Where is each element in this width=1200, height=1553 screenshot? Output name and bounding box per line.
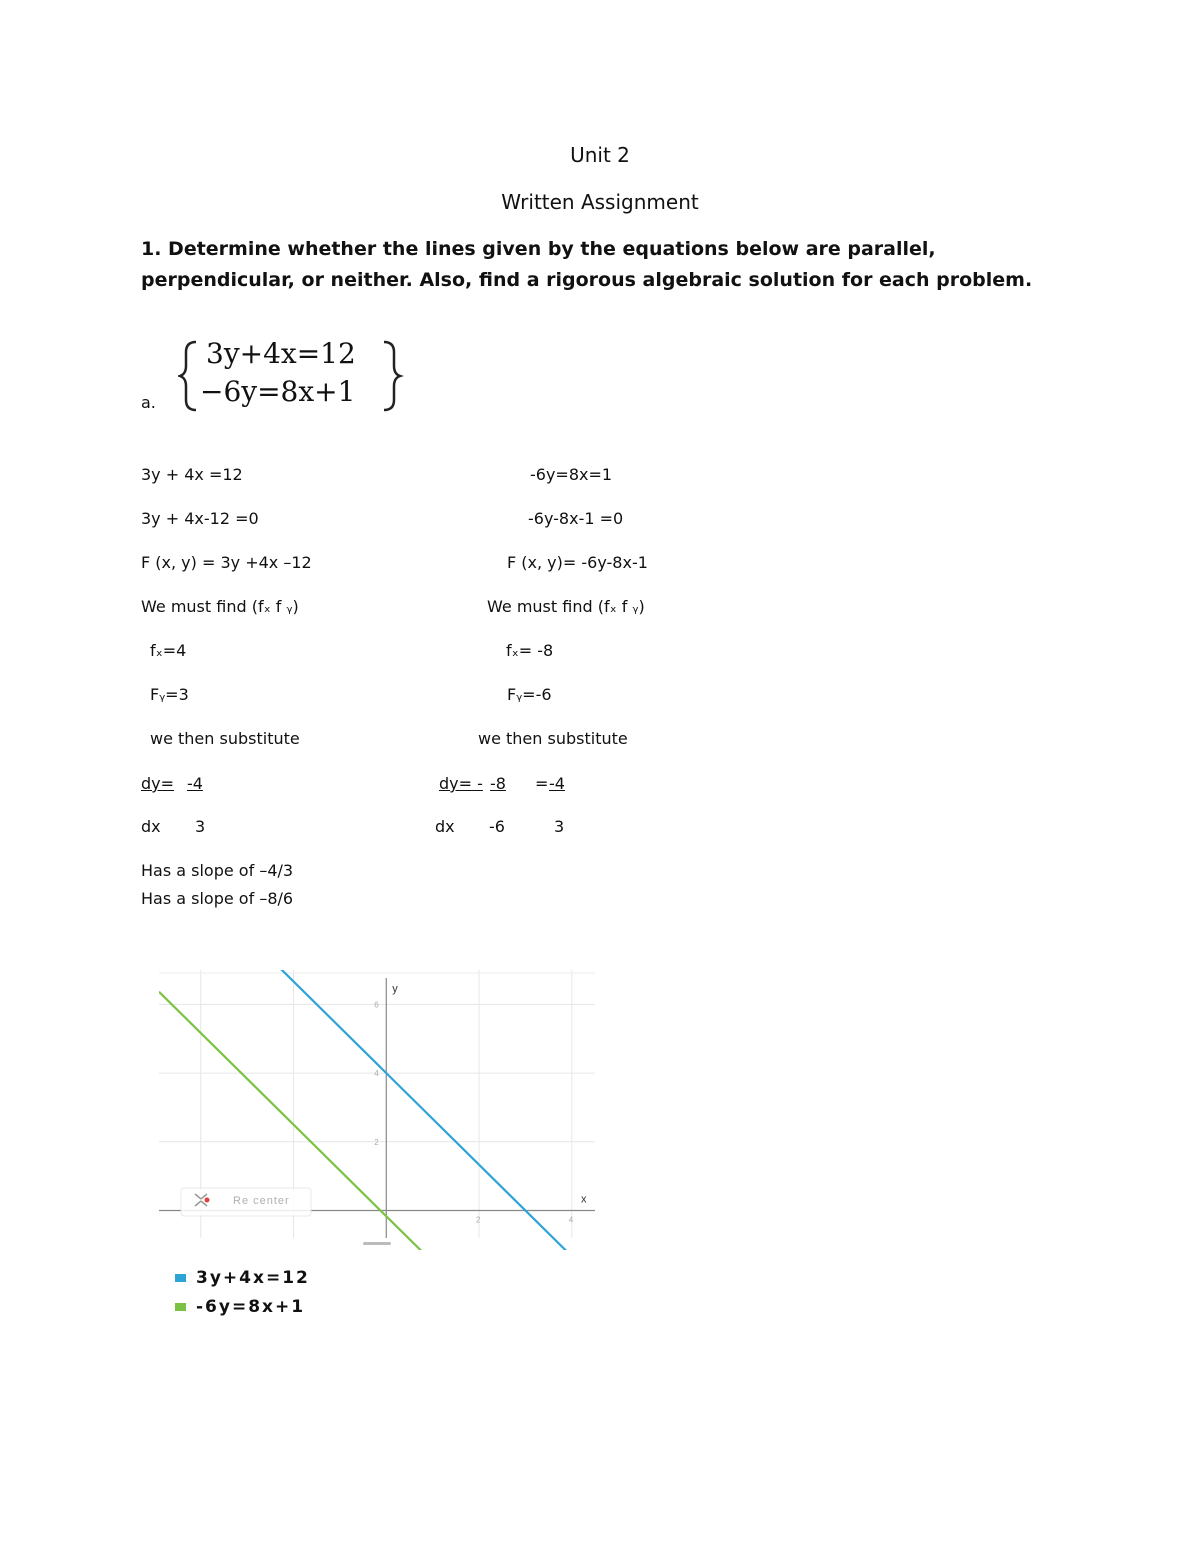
drag-handle[interactable] — [363, 1242, 391, 1245]
left-dy-value: -4 — [187, 774, 203, 793]
slope-line-2: Has a slope of –8/6 — [141, 889, 294, 908]
recenter-control[interactable] — [181, 1188, 311, 1216]
left-line-7: we then substitute — [150, 729, 300, 748]
line-graph — [159, 970, 595, 1250]
y-tick-label: 2 — [374, 1137, 379, 1147]
right-dx-value: -6 — [489, 817, 505, 836]
left-line-3: F (x, y) = 3y +4x –12 — [141, 553, 312, 572]
right-dy-result: -4 — [549, 774, 565, 793]
y-axis-label: y — [392, 983, 398, 995]
x-tick-label: 2 — [476, 1215, 481, 1225]
right-dy-value: -8 — [490, 774, 506, 793]
right-line-6: Fᵧ=-6 — [507, 685, 552, 704]
legend — [175, 1268, 310, 1317]
system-eq1: 3y+4x=12 — [206, 337, 356, 370]
right-line-2: -6y-8x-1 =0 — [528, 509, 624, 528]
right-dx-result: 3 — [554, 817, 565, 836]
right-equals: = — [535, 774, 549, 793]
left-line-1: 3y + 4x =12 — [141, 465, 243, 484]
x-axis-label: x — [581, 1193, 587, 1206]
right-line-7: we then substitute — [478, 729, 628, 748]
question-text: 1. Determine whether the lines given by the equations below are parallel, perpendicular, or neither. Also, find a rigorous algebraic solution for each problem. — [141, 238, 1033, 291]
right-line-1: -6y=8x=1 — [530, 465, 613, 484]
right-dy: dy= - — [439, 774, 483, 793]
left-dx-value: 3 — [195, 817, 206, 836]
recenter-label: Re center — [233, 1195, 290, 1207]
x-tick-label: 4 — [568, 1215, 574, 1225]
right-line-5: fₓ= -8 — [506, 641, 554, 660]
left-line-5: fₓ=4 — [150, 641, 187, 660]
part-label: a. — [141, 393, 156, 412]
left-line-6: Fᵧ=3 — [150, 685, 189, 704]
legend-swatch-2 — [175, 1303, 186, 1311]
left-dy: dy= — [141, 774, 175, 793]
legend-item-2 — [175, 1297, 310, 1317]
left-line-4: We must find (fₓ f ᵧ) — [141, 597, 299, 616]
y-tick-label: 4 — [374, 1069, 379, 1079]
legend-item-1 — [175, 1268, 310, 1288]
right-line-4: We must find (fₓ f ᵧ) — [487, 597, 645, 616]
right-dx: dx — [435, 817, 455, 836]
left-dx: dx — [141, 817, 161, 836]
legend-label-1: 3y+4x=12 — [196, 1268, 310, 1288]
left-line-2: 3y + 4x-12 =0 — [141, 509, 259, 528]
system-eq2: −6y=8x+1 — [200, 375, 356, 408]
page-title: Unit 2 — [570, 143, 630, 167]
slope-line-1: Has a slope of –4/3 — [141, 861, 294, 880]
legend-swatch-1 — [175, 1274, 186, 1282]
page-subtitle: Written Assignment — [501, 190, 699, 214]
legend-label-2: -6y=8x+1 — [196, 1297, 306, 1317]
y-tick-label: 6 — [374, 1000, 379, 1010]
right-line-3: F (x, y)= -6y-8x-1 — [507, 553, 648, 572]
